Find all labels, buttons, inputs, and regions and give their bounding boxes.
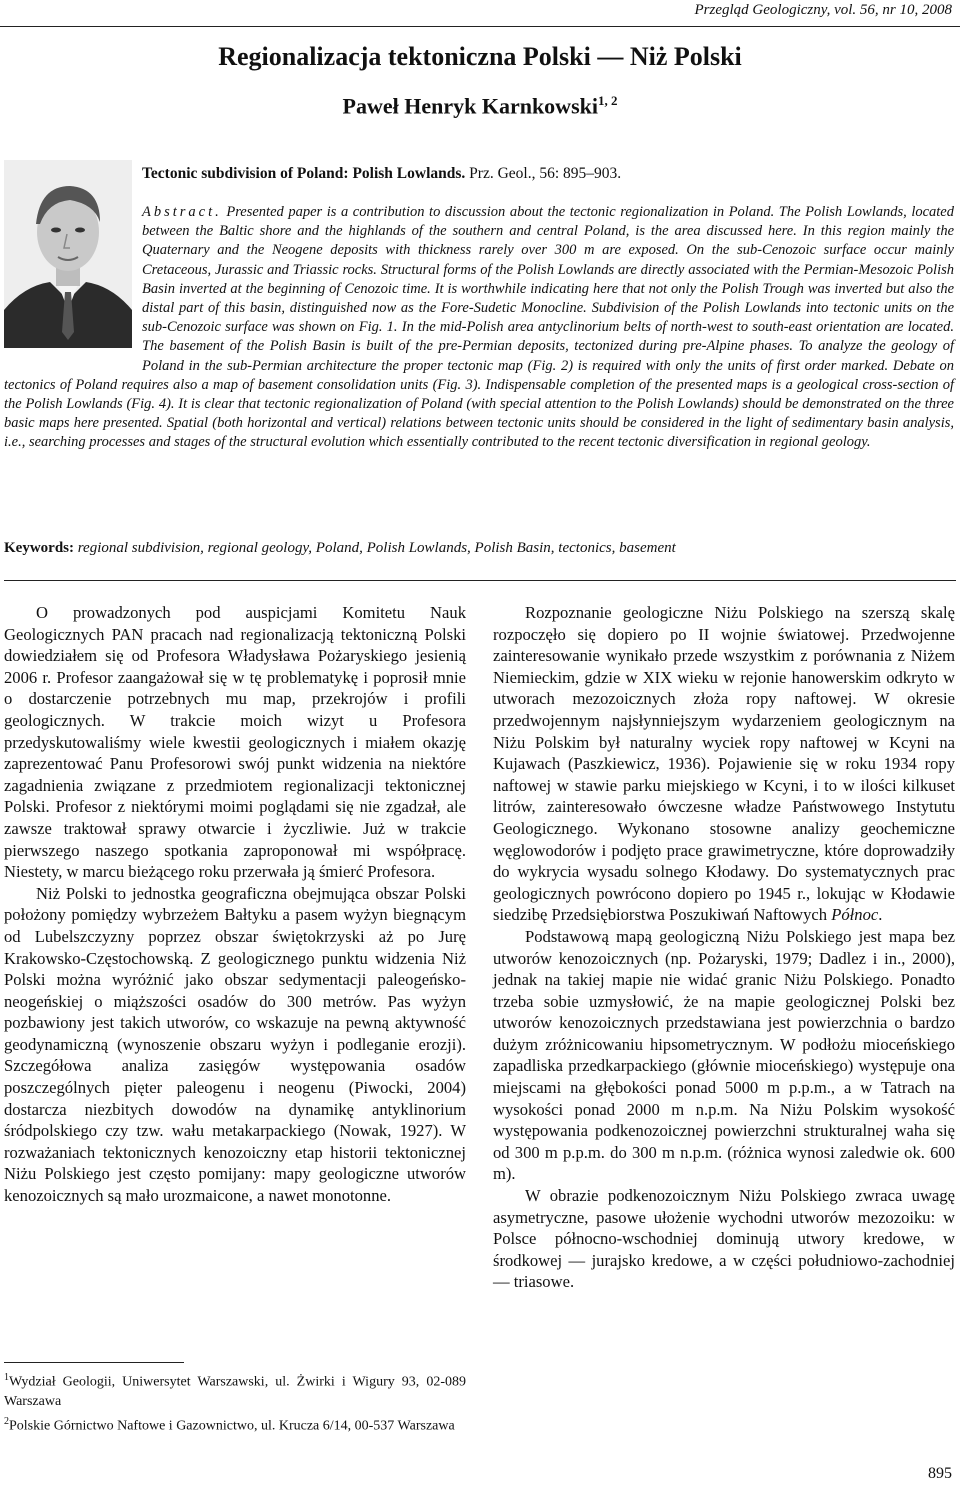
abstract-label: Abstract. [142,204,222,220]
right-column [493,602,955,1293]
footnote [4,1368,466,1412]
footnote [4,1412,466,1436]
page-number: 895 [928,1465,952,1482]
footnotes [4,1362,466,1436]
body-paragraph: Niż Polski to jednostka geograficzna obejmująca obszar Polski położony pomiędzy wybrzeżem Bałtyku a pasem wyżyn biegnącym od Lubelszczyzny poprzez obszar świętokrzyski aż po Jurę Krakowsko-Częstochowską. Z geologicznego punktu widzenia Niż Polski można wyróżnić jako obszar sedymentacji paleogeńsko-neogeńskiej o miąższości osadów do 300 metrów. Pas wyżyn pozbawiony jest takich utworów, co wskazuje na pewną aktywność geodynamiczną (wynoszenie obszaru wyżyn i podleganie erozji). Szczegółowa analiza zasięgów występowania osadów poszczególnych pięter paleogenu i neogenu (Piwocki, 2004) dostarcza niezbitych dowodów na dynamikę antyklinorium śródpolskiego czy tzw. wału metakarpackiego (Nowak, 1927). W rozważaniach tektonicznych kenozoiczny etap historii tektonicznej Niżu Polskiego jest często pomijany: mapy geologiczne utworów kenozoicznych są mało urozmaicone, a nawet monotonne. [4,883,466,1206]
paper-title: Regionalizacja tektoniczna Polski — Niż Polski [218,42,742,71]
abstract-text: Presented paper is a contribution to discussion about the tectonic regionalization in Poland. The Polish Lowlands, located between the Baltic shore and the highlands of the southern and central Poland, is the area discussed here. In this region mainly the Quaternary and the Neogene deposits with thickness rarely over 300 m are exposed. On the sub-Cenozoic surface occur mainly Cretaceous, Jurassic and Triassic rocks. Structural forms of the Polish Lowlands are directly associated with the Permian-Mesozoic Polish Basin inverted at the beginning of Cenozoic time. It is worthwhile indicating here that not only the Polish Trough was inverted but also the distal part of this basin, distinguished now as the Fore-Sudetic Monocline. Subdivision of the Polish Lowlands into tectonic units on the sub-Cenozoic surface was shown on Fig. 1. In the mid-Polish area antyclinorium belts of north-west to south-east orientation are located. The basement of the Polish Basin is built of the pre-Permian deposits, tectonized during pre-Alpine phases. To analyze the geology of Poland in the sub-Permian architecture the proper tectonic map (Fig. 2) is required with only the units of first order marked. Debate on tectonics of Poland requires also a map of basement consolidation units (Fig. 3). Indispensable completion of the presented maps is a geological cross-section of the Polish Lowlands (Fig. 4). It is clear that tectonic regionalization of Poland (with special attention to the Polish Lowlands) should be demonstrated on the three basic maps here presented. Spatial (both horizontal and vertical) relations between tectonic units should be considered in the light of sedimentary basin analysis, i.e., searching processes and stages of the structural evolution which essentially contributed to the recent tectonic diversification in regional geology. [4,204,954,451]
body-paragraph-text: Rozpoznanie geologiczne Niżu Polskiego na szerszą skalę rozpoczęło się dopiero po II wojnie światowej. Przedwojenne zainteresowanie wynikało przede wszystkim z porównania z Niżem Niemieckim, gdzie w XIX wieku w rejonie hanowerskim odkryto w utworach mezozoicznych złoża ropy naftowej. W okresie przedwojennym najsłynniejszym wydarzeniem geologicznym na Niżu Polskim był naturalny wyciek ropy naftowej w Kcyni na Kujawach (Paszkiewicz, 1936). Pojawienie się w roku 1934 ropy naftowej w stawie parku miejskiego w Kcyni, i to w ilości kilkuset litrów, zainteresowało ówczesne władze Państwowego Instytutu Geologicznego. Wykonano stosowne analizy geochemiczne węglowodorów i podjęto prace grawimetryczne, które doprowadziły do wykrycia wysadu solnego Kłodawy. Do systematycznych prac geologicznych powrócono dopiero po 1945 r., lokując w Kłodawie siedzibę Przedsiębiorstwa Poszukiwań Naftowych [493,603,955,925]
author-name: Paweł Henryk Karnkowski [342,93,598,119]
keywords-text: regional subdivision, regional geology, Poland, Polish Lowlands, Polish Basin, tectonics, basement [74,540,676,556]
body-paragraph: Podstawową mapą geologiczną Niżu Polskiego jest mapa bez utworów kenozoicznych (np. Pożaryski, 1979; Dadlez i in., 2000), jednak na takiej mapie nie widać granic Niżu Polskiego. Ponadto trzeba sobie uzmysłowić, że na mapie geologicznej Polski bez utworów kenozoicznych przedstawiana jest powierzchnia o bardzo dużym zróżnicowaniu hipsometrycznym. W podłożu mioceńskiego zapadliska przedkarpackiego (głównie mioceńskiego) występuje ona miejscami na głębokości ponad 5000 m p.p.m., a w Tatrach na wysokości ponad 2000 m n.p.m. Na Niżu Polskim wysokość występowania podkenozoicznej powierzchni strukturalnej waha się od 300 m p.p.m. do 300 m n.p.m. (różnica wynosi zaledwie ok. 600 m). [493,926,955,1184]
paragraph-end: . [878,905,883,925]
photo-wrap-space [4,203,142,357]
citation: Prz. Geol., 56: 895–903. [465,165,622,182]
footnote-rule [4,1362,184,1363]
footnote-mark: 1 [4,1372,9,1383]
english-subtitle [142,165,621,183]
keywords [4,540,954,557]
body-paragraph: O prowadzonych pod auspicjami Komitetu Nauk Geologicznych PAN pracach nad regionalizacją tektoniczną Polski dowiedziałem się od Profesora Władysława Pożaryskiego jesienią 2006 r. Profesor zaangażował się w tę problematykę i poprosił mnie o dostarczenie potrzebnych mu map, przekrojów i profili geologicznych. W trakcie moich wizyt u Profesora przedyskutowaliśmy wiele kwestii geologicznych i miałem okazję zaprezentować Panu Profesorowi swój punkt widzenia na niektóre zagadnienia związane z przedmiotem regionalizacji tektonicznej Polski. Profesor z niektórymi moimi poglądami się nie zgadzał, ale zawsze traktował sprawy otwarcie i życzliwie. Już w trakcie pierwszego naszego spotkania zaproponował mi współpracę. Niestety, w marcu bieżącego roku przerwała ją śmierć Profesora. [4,603,466,882]
body-paragraph: W obrazie podkenozoicznym Niżu Polskiego zwraca uwagę asymetryczne, pasowe ułożenie wychodni utworów mezozoiku: w Polsce północno-wschodniej dominują utwory kredowe, w środkowej — jurajsko kredowe, a w części południowo-zachodniej — triasowe. [493,1186,955,1292]
footnote-text: Wydział Geologii, Uniwersytet Warszawski, ul. Żwirki i Wigury 93, 02-089 Warszawa [4,1374,466,1410]
left-column [4,602,466,1207]
footnote-text: Polskie Górnictwo Naftowe i Gazownictwo, ul. Krucza 6/14, 00-537 Warszawa [9,1418,455,1434]
footnote-mark: 2 [4,1415,9,1427]
body-paragraph [493,602,955,926]
italic-term: Północ [831,905,879,925]
abstract [4,203,954,453]
section-rule [4,580,956,581]
author-line [0,93,960,119]
journal-header: Przegląd Geologiczny, vol. 56, nr 10, 2008 [694,2,952,18]
english-title: Tectonic subdivision of Poland: Polish Lowlands. [142,165,466,182]
header-rule [0,26,960,27]
affiliation-marks: 1, 2 [597,93,618,108]
keywords-label: Keywords: [4,540,74,556]
